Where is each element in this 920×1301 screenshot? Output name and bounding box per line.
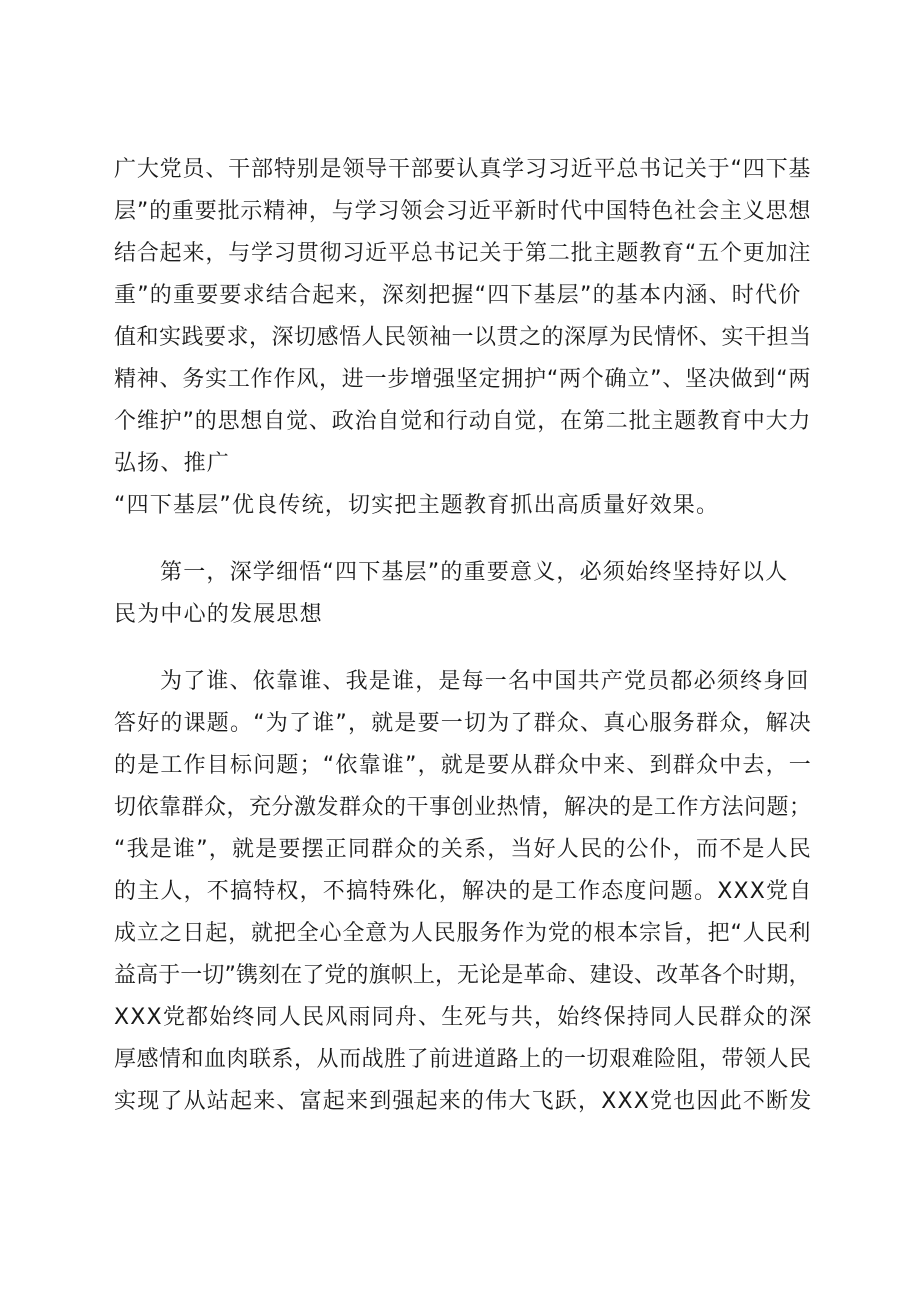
text-line: 层”的重要批示精神，与学习领会习近平新时代中国特色社会主义思想 [114,199,812,224]
text-line: 精神、务实工作作风，进一步增强坚定拥护“两个确立”、坚决做到“两 [114,367,812,392]
text-line: 弘扬、推广 [114,451,231,476]
text-line: 结合起来，与学习贯彻习近平总书记关于第二批主题教育“五个更加注 [114,241,812,266]
text-line: 的主人，不搞特权，不搞特殊化，解决的是工作态度问题。XXX党自 [114,879,813,904]
text-line: 为了谁、依靠谁、我是谁，是每一名中国共产党员都必须终身回 [160,669,810,694]
text-line: 重”的重要要求结合起来，深刻把握“四下基层”的基本内涵、时代价 [114,283,802,308]
text-line: “我是谁”，就是要摆正同群众的关系，当好人民的公仆，而不是人民 [114,837,812,862]
section-heading: 第一，深学细悟“四下基层”的重要意义，必须始终坚持好以人 [160,560,789,585]
text-line: 成立之日起，就把全心全意为人民服务作为党的根本宗旨，把“人民利 [114,921,812,946]
text-line: 厚感情和血肉联系，从而战胜了前进道路上的一切艰难险阻，带领人民 [114,1047,812,1072]
text-line: 实现了从站起来、富起来到强起来的伟大飞跃，XXX党也因此不断发 [114,1089,813,1114]
text-line: “四下基层”优良传统，切实把主题教育抓出高质量好效果。 [114,493,720,518]
text-line: XXX党都始终同人民风雨同舟、生死与共，始终保持同人民群众的深 [114,1005,813,1030]
text-line: 个维护”的思想自觉、政治自觉和行动自觉，在第二批主题教育中大力 [114,409,812,434]
text-line: 广大党员、干部特别是领导干部要认真学习习近平总书记关于“四下基 [114,157,812,182]
text-line: 答好的课题。“为了谁”，就是要一切为了群众、真心服务群众，解决 [114,711,812,736]
text-line: 切依靠群众，充分激发群众的干事创业热情，解决的是工作方法问题； [114,795,812,820]
text-line: 的是工作目标问题；“依靠谁”，就是要从群众中来、到群众中去，一 [114,753,812,778]
section-heading: 民为中心的发展思想 [114,602,323,627]
text-line: 益高于一切”镌刻在了党的旗帜上，无论是革命、建设、改革各个时期， [114,963,811,988]
text-line: 值和实践要求，深切感悟人民领袖一以贯之的深厚为民情怀、实干担当 [114,325,812,350]
